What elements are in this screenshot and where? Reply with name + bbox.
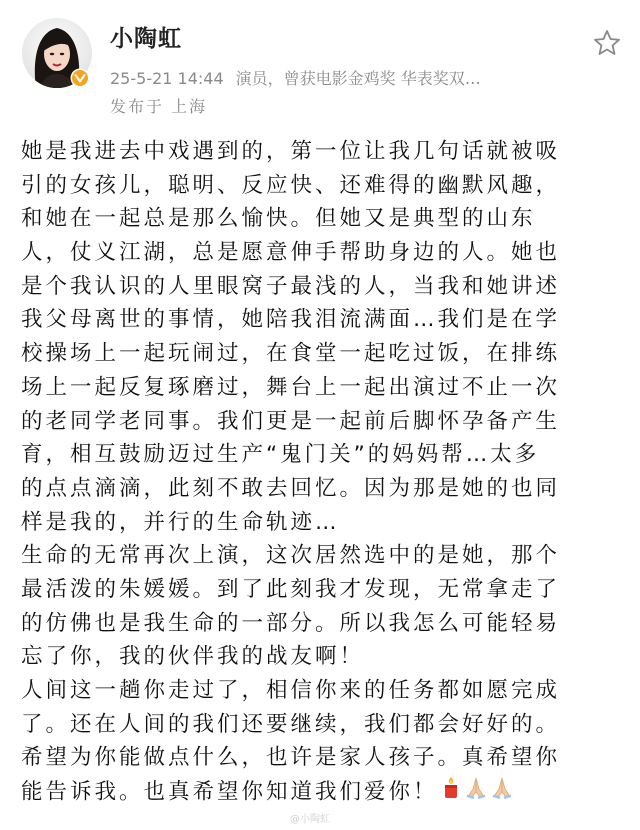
post-line: 育，相互鼓励迈过生产“鬼门关”的妈妈帮…太多 bbox=[21, 442, 540, 468]
watermark: @小陶虹 bbox=[290, 814, 330, 825]
praying-hands-icon bbox=[464, 775, 488, 810]
post-line: 忘了你，我的伙伴我的战友啊！ bbox=[21, 644, 365, 670]
post-line-last bbox=[21, 775, 631, 809]
post-header bbox=[0, 0, 640, 130]
favorite-star-icon[interactable] bbox=[592, 28, 622, 58]
praying-hands-icon bbox=[490, 775, 514, 810]
post-body bbox=[21, 135, 631, 809]
post-meta bbox=[110, 66, 481, 89]
post-line: 场上一起反复琢磨过，舞台上一起出演过不止一次 bbox=[21, 374, 561, 400]
post-line: 希望为你能做点什么，也许是家人孩子。真希望你 bbox=[21, 745, 561, 771]
post-line: 校操场上一起玩闹过，在食堂一起吃过饭，在排练 bbox=[21, 341, 561, 367]
post-line: 生命的无常再次上演，这次居然选中的是她，那个 bbox=[21, 543, 561, 569]
post-line: 样是我的，并行的生命轨迹… bbox=[21, 509, 340, 535]
post-location: 发布于 上海 bbox=[110, 97, 208, 116]
author-name[interactable]: 小陶虹 bbox=[110, 26, 182, 52]
post-line: 人，仗义江湖，总是愿意伸手帮助身边的人。她也 bbox=[21, 240, 561, 266]
post-line: 和她在一起总是那么愉快。但她又是典型的山东 bbox=[21, 206, 536, 232]
post-line: 她是我进去中戏遇到的，第一位让我几句话就被吸 bbox=[21, 139, 561, 164]
author-bio: 演员，曾获电影金鸡奖 华表奖双… bbox=[235, 69, 481, 88]
candle-icon bbox=[440, 775, 462, 810]
post-line: 最活泼的朱媛媛。到了此刻我才发现，无常拿走了 bbox=[21, 576, 561, 602]
post-line: 能告诉我。也真希望你知道我们爱你！ bbox=[21, 779, 438, 805]
post-line: 的仿佛也是我生命的一部分。所以我怎么可能轻易 bbox=[21, 610, 561, 636]
post-line: 引的女孩儿，聪明、反应快、还难得的幽默风趣， bbox=[21, 172, 561, 198]
post-line: 是个我认识的人里眼窝子最浅的人，当我和她讲述 bbox=[21, 273, 561, 299]
post-line: 的点点滴滴，此刻不敢去回忆。因为那是她的也同 bbox=[21, 475, 561, 501]
post-line: 人间这一趟你走过了，相信你来的任务都如愿完成 bbox=[21, 678, 561, 703]
post-line: 了。还在人间的我们还要继续，我们都会好好的。 bbox=[21, 711, 561, 737]
verified-badge-icon bbox=[70, 68, 90, 88]
post-line: 我父母离世的事情，她陪我泪流满面…我们是在学 bbox=[21, 307, 561, 333]
post-timestamp: 25-5-21 14:44 bbox=[110, 69, 224, 88]
post-line: 的老同学老同事。我们更是一起前后脚怀孕备产生 bbox=[21, 408, 561, 434]
